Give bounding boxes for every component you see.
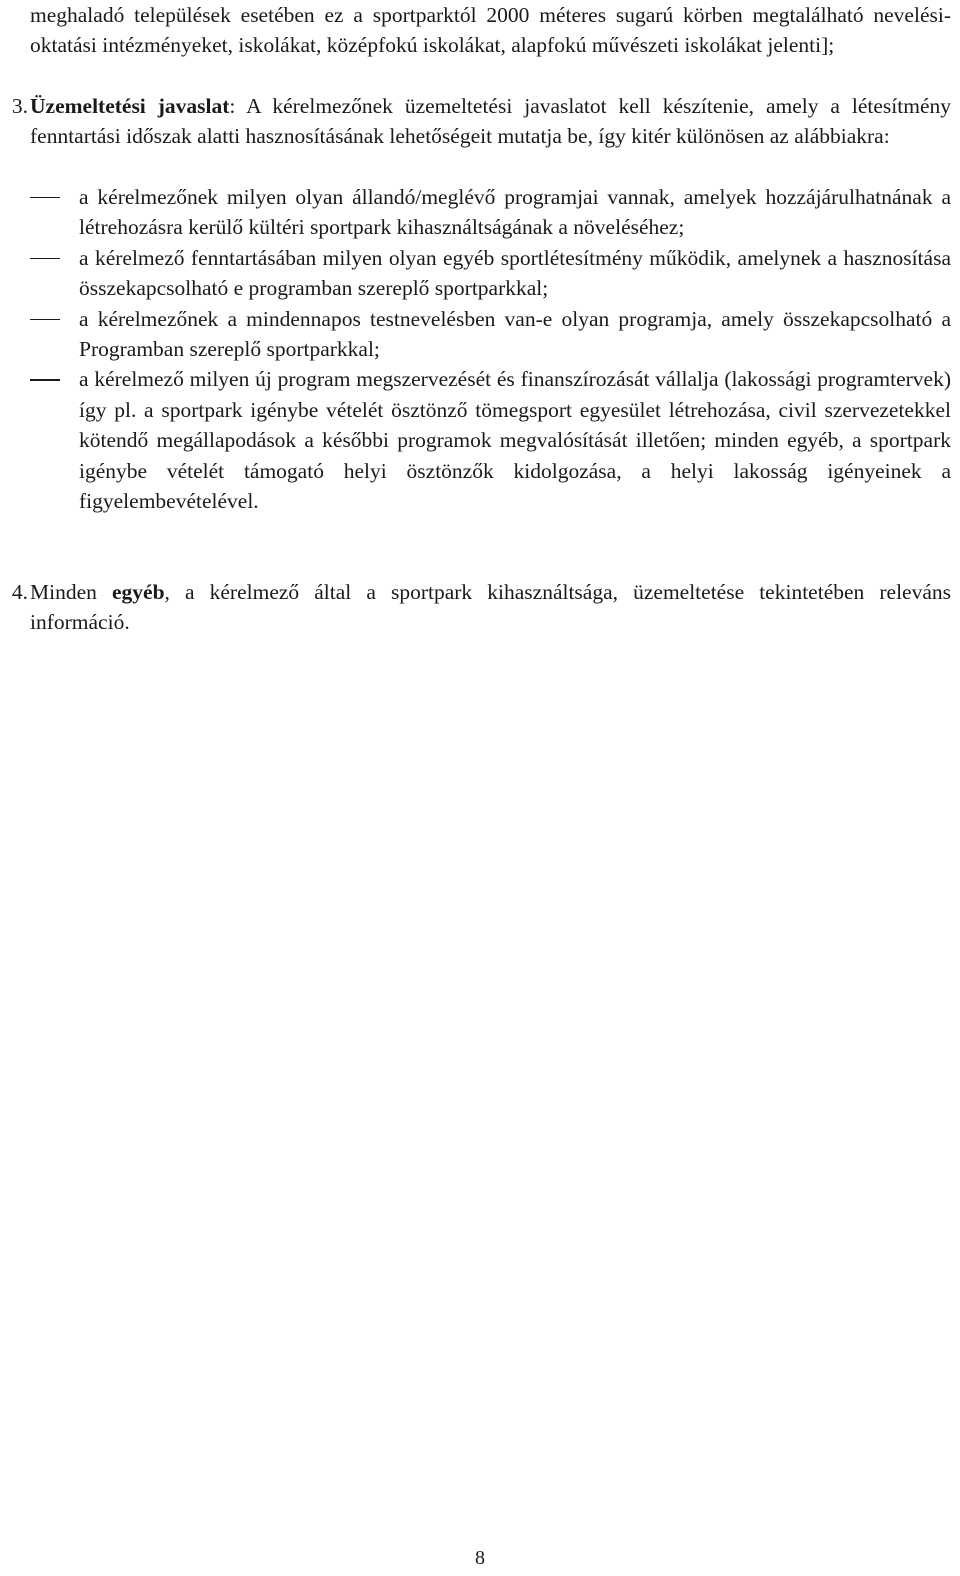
dash-list-item-text: a kérelmező milyen új program megszervezését és finanszírozását vállalja (lakossági programtervek) így pl. a sportpark igénybe vételét ösztönző tömegsport egyesület létrehozása, civil szervezetekkel kötendő megállapodások a későbbi programok megvalósítását illetően; minden egyéb, a sportpark igénybe vételét támogató helyi ösztönzők kidolgozása, a helyi lakosság igényeinek a figyelembevételével. — [79, 367, 951, 514]
dash-bullet-icon — [30, 197, 60, 198]
continuation-paragraph: meghaladó települések esetében ez a sportparktól 2000 méteres sugarú körben megtalálható nevelési-oktatási intézményeket, iskolákat, középfokú iskolákat, alapfokú művészeti iskolákat jelenti]; — [30, 3, 951, 58]
list-item-4-text-before: Minden — [30, 580, 112, 604]
dash-bullet-icon — [30, 379, 60, 380]
dash-list — [30, 182, 951, 516]
dash-list-item — [30, 304, 951, 365]
list-item-4 — [11, 577, 951, 638]
dash-bullet-icon — [30, 258, 60, 259]
page-number: 8 — [475, 1547, 485, 1569]
list-item-3 — [11, 91, 951, 152]
list-item-3-heading: Üzemeltetési javaslat — [30, 94, 230, 118]
list-item-3-text: : A kérelmezőnek üzemeltetési javaslatot kell készítenie, amely a létesítmény fenntartási időszak alatti hasznosításának lehetőségeit mutatja be, így kitér különösen az alábbiakra: — [30, 94, 951, 149]
list-item-4-text-after: , a kérelmező által a sportpark kihasználtsága, üzemeltetése tekintetében releváns információ. — [30, 580, 951, 635]
dash-bullet-icon — [30, 319, 60, 320]
dash-list-item — [30, 182, 951, 243]
list-item-3-number: 3. — [11, 94, 28, 118]
dash-list-item-text: a kérelmezőnek milyen olyan állandó/meglévő programjai vannak, amelyek hozzájárulhatnának a létrehozásra kerülő kültéri sportpark kihasználtságának a növeléséhez; — [79, 185, 951, 240]
dash-list-item-text: a kérelmezőnek a mindennapos testnevelésben van-e olyan programja, amely összekapcsolható a Programban szereplő sportparkkal; — [79, 306, 951, 362]
dash-list-item — [30, 364, 951, 516]
list-item-4-number: 4. — [11, 580, 28, 604]
dash-list-item-text: a kérelmező fenntartásában milyen olyan egyéb sportlétesítmény működik, amelynek a hasznosítása összekapcsolható e programban szereplő sportparkkal; — [79, 245, 951, 301]
dash-list-item — [30, 243, 951, 304]
list-item-4-bold-word: egyéb — [111, 580, 165, 604]
